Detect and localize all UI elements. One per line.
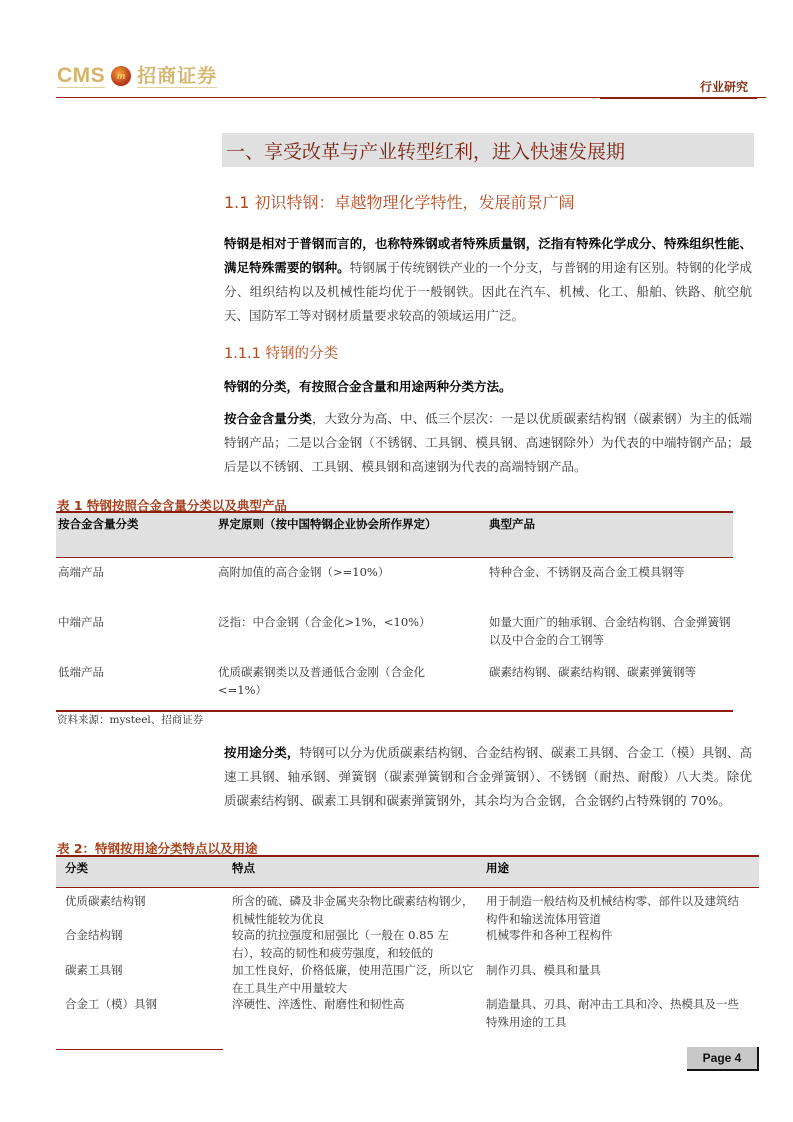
table1-r1-c1: 高端产品 (58, 565, 104, 579)
by-alloy-bold: 按合金含量分类 (224, 411, 313, 426)
section-heading-1-1-1: 1.1.1 特钢的分类 (224, 346, 339, 362)
table2-r3-c2: 加工性良好，价格低廉，使用范围广泛，所以它在工具生产中用量较大 (232, 963, 474, 995)
report-type-tag: 行业研究 (700, 80, 749, 94)
table2-r3-c3: 制作刃具、模具和量具 (486, 963, 601, 977)
table2-r2-c1: 合金结构钢 (65, 928, 123, 942)
table2-header (56, 857, 759, 888)
table2-r2-c3: 机械零件和各种工程构件 (486, 928, 613, 942)
table1-r2-c3: 如量大面广的轴承钢、合金结构钢、合金弹簧钢以及中合金的合工钢等 (489, 615, 731, 647)
table1-r3-c2: 优质碳素钢类以及普通低合金刚（合金化<=1%） (218, 665, 425, 697)
table2-r1-c3: 用于制造一般结构及机械结构零、部件以及建筑结构件和输送流体用管道 (486, 894, 739, 926)
company-logo (57, 63, 217, 89)
table1-caption: 表 1 特钢按照合金含量分类以及典型产品 (57, 498, 287, 513)
table1 (56, 511, 733, 712)
section-heading-1-1: 1.1 初识特钢：卓越物理化学特性，发展前景广阔 (224, 193, 575, 212)
intro-paragraph (224, 232, 752, 328)
footnote-divider (56, 1049, 223, 1050)
page-number-badge: Page 4 (687, 1047, 759, 1071)
table1-r3-c3: 碳素结构钢、碳素结构钢、碳素弹簧钢等 (489, 665, 696, 679)
logo-badge-icon: m (111, 66, 131, 86)
table1-r3-c1: 低端产品 (58, 665, 104, 679)
by-alloy-paragraph (224, 407, 752, 479)
chapter-title-band (222, 133, 754, 167)
by-alloy-text: ，大致分为高、中、低三个层次：一是以优质碳素结构钢（碳素钢）为主的低端特钢产品；二是以合金钢（不锈钢、工具钢、模具钢、高速钢除外）为代表的中端特钢产品；最后是以不锈钢、工具钢、模具钢和高速钢为代表的高端特钢产品。 (224, 411, 752, 474)
table1-header-col1: 按合金含量分类 (58, 517, 139, 531)
table2-r2-c2: 较高的抗拉强度和屈强比（一般在 0.85 左右），较高的韧性和疲劳强度，和较低的 (232, 928, 449, 960)
table1-header-col2: 界定原则（按中国特钢企业协会所作界定） (218, 517, 437, 531)
table2-r3-c1: 碳素工具钢 (65, 963, 123, 977)
by-use-text: 特钢可以分为优质碳素结构钢、合金结构钢、碳素工具钢、合金工（模）具钢、高速工具钢、轴承钢、弹簧钢（碳素弹簧钢和合金弹簧钢）、不锈钢（耐热、耐酸）八大类。除优质碳素结构钢、碳素工具钢和碳素弹簧钢外，其余均为合金钢，合金钢约占特殊钢的 70%。 (224, 745, 752, 808)
table2-r4-c1: 合金工（模）具钢 (65, 997, 157, 1011)
by-use-paragraph (224, 741, 752, 813)
table2-caption: 表 2：特钢按用途分类特点以及用途 (57, 841, 258, 856)
table1-r1-c2: 高附加值的高合金钢（>=10%） (218, 565, 390, 579)
table1-header-col3: 典型产品 (489, 517, 535, 531)
by-use-bold: 按用途分类， (224, 745, 300, 760)
table2-r4-c3: 制造量具、刃具、耐冲击工具和冷、热模具及一些特殊用途的工具 (486, 997, 739, 1029)
logo-cms-text: CMS (57, 63, 106, 87)
intro-text: 特钢属于传统钢铁产业的一个分支，与普钢的用途有区别。特钢的化学成分、组织结构以及机械性能均优于一般钢铁。因此在汽车、机械、化工、船舶、铁路、航空航天、国防军工等对钢材质量要求较高的领域运用广泛。 (224, 260, 752, 323)
logo-cn-text: 招商证券 (137, 64, 218, 87)
table2 (56, 855, 759, 1037)
table2-header-col1: 分类 (65, 861, 88, 875)
table2-r1-c1: 优质碳素结构钢 (65, 894, 146, 908)
table2-r1-c2: 所含的硫、磷及非金属夹杂物比碳素结构钢少，机械性能较为优良 (232, 894, 474, 926)
table2-r4-c2: 淬硬性、淬透性、耐磨性和韧性高 (232, 997, 405, 1011)
classification-lead: 特钢的分类，有按照合金含量和用途两种分类方法。 (224, 379, 512, 394)
table1-r2-c2: 泛指：中合金钢（合金化>1%，<10%） (218, 615, 431, 629)
table1-r1-c3: 特种合金、不锈钢及高合金工模具钢等 (489, 565, 685, 579)
table1-r2-c1: 中端产品 (58, 615, 104, 629)
table2-header-col2: 特点 (232, 861, 255, 875)
chapter-title: 一、享受改革与产业转型红利，进入快速发展期 (226, 141, 626, 163)
header-tag-underline (600, 97, 757, 99)
table1-source: 资料来源：mysteel、招商证券 (57, 714, 204, 726)
table2-header-col3: 用途 (486, 861, 509, 875)
table1-header (56, 513, 733, 558)
intro-bold: 特钢是相对于普钢而言的，也称特殊钢或者特殊质量钢，泛指有特殊化学成分、特殊组织性能、满足特殊需要的钢种。 (224, 236, 752, 275)
